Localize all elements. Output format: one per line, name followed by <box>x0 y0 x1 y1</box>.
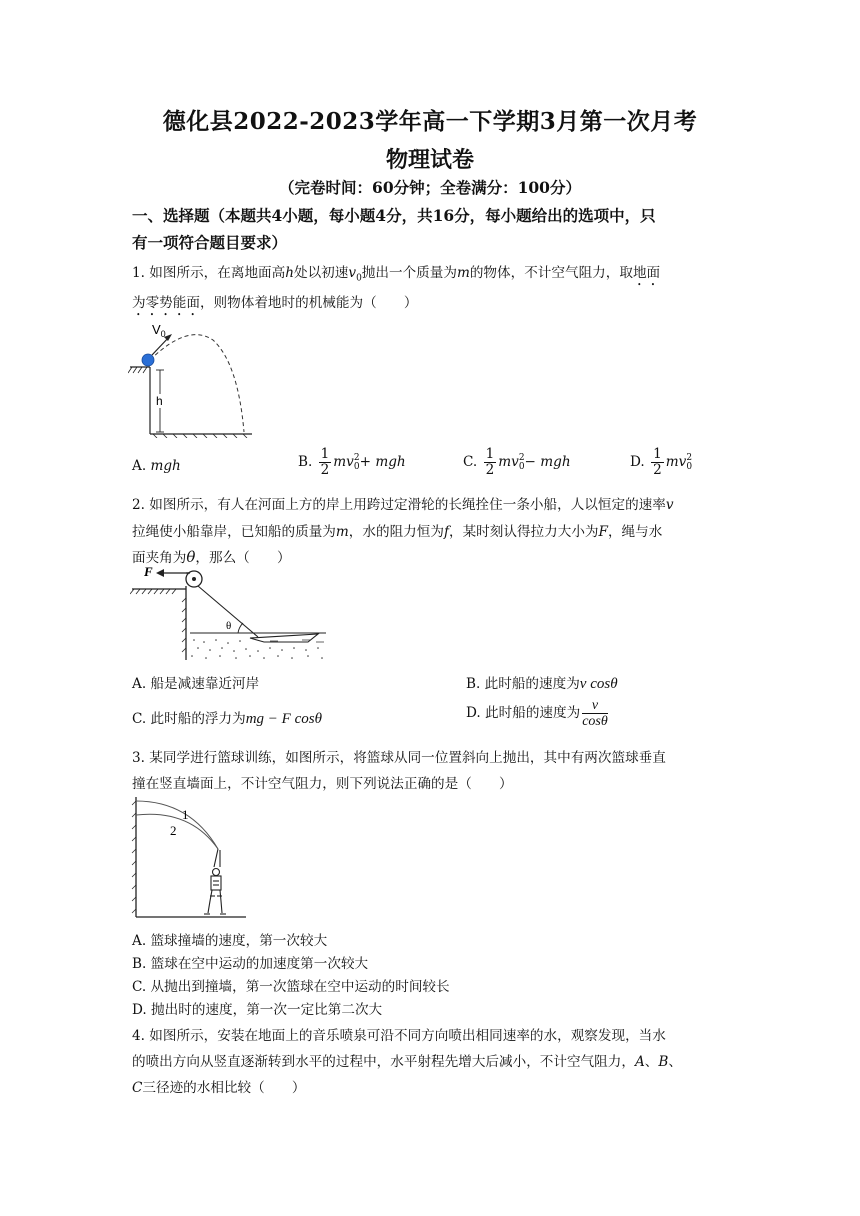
q3-option-a[interactable]: A. 篮球撞墙的速度，第一次较大 <box>132 933 328 949</box>
q4-line2: 的喷出方向从竖直逐渐转到水平的过程中，水平射程先增大后减小，不计空气阻力，A、B、 <box>132 1054 682 1070</box>
q2-theta-arc <box>238 623 243 633</box>
q1-fig-h: h <box>156 394 163 408</box>
q2-option-c[interactable]: C. 此时船的浮力为mg − F cosθ <box>132 711 322 727</box>
q1-hatch <box>128 367 147 373</box>
q1-fig-v0: $V_0$ <box>152 322 166 339</box>
section-heading-line2: 有一项符合题目要求） <box>132 233 288 252</box>
q1-option-b[interactable]: B. $\frac{1}{2}$ mv 2 0 + mgh <box>298 446 406 478</box>
q3-fig-label-1: 1 <box>182 807 189 822</box>
q2-figure <box>130 562 330 662</box>
exam-meta: （完卷时间：60分钟；全卷满分：100分） <box>279 178 581 197</box>
exam-subtitle: 物理试卷 <box>385 147 474 173</box>
q3-figure <box>130 795 250 920</box>
q1-trajectory <box>150 335 244 432</box>
q3-line2: 撞在竖直墙面上，不计空气阻力，则下列说法正确的是（ ） <box>132 776 513 792</box>
q3-option-d[interactable]: D. 抛出时的速度，第一次一定比第二次大 <box>132 1002 383 1018</box>
q4-line3: C三径迹的水相比较（ ） <box>132 1080 306 1096</box>
q1-ground-hatch <box>153 434 247 438</box>
q2-option-a[interactable]: A. 船是减速靠近河岸 <box>132 676 260 692</box>
q2-boat <box>250 634 318 642</box>
q3-trajectory-1 <box>136 801 218 849</box>
q1-option-a[interactable]: A. mgh <box>132 458 181 474</box>
section-heading-line1: 一、选择题（本题共4小题，每小题4分，共16分，每小题给出的选项中，只 <box>132 206 656 225</box>
q2-option-d[interactable]: D. 此时船的速度为 $\frac{v}{\cos\theta}$ <box>466 698 608 729</box>
q3-option-b[interactable]: B. 篮球在空中运动的加速度第一次较大 <box>132 956 369 972</box>
q1-figure <box>128 318 256 438</box>
q1-line1: 1. 如图所示，在离地面高h处以初速$v_0$抛出一个质量为m的物体，不计空气阻力，取地面 <box>132 265 661 284</box>
q2-line2: 拉绳使小船靠岸，已知船的质量为m，水的阻力恒为f，某时刻认得拉力大小为F，绳与水 <box>132 524 663 540</box>
q2-fig-F: F <box>144 564 153 579</box>
q1-option-d[interactable]: D. $\frac{1}{2}$ mv 2 0 <box>630 446 693 478</box>
q1-option-c[interactable]: C. $\frac{1}{2}$ mv 2 0 − mgh <box>463 446 571 478</box>
q2-fig-theta: θ <box>226 620 232 632</box>
q1-line2: 为零势能面，则物体着地时的机械能为（ ） <box>132 295 418 311</box>
q3-player <box>204 849 226 914</box>
exam-title: 德化县2022-2023学年高一下学期3月第一次月考 <box>162 108 698 135</box>
q2-line3: 面夹角为θ，那么（ ） <box>132 548 291 566</box>
q3-option-c[interactable]: C. 从抛出到撞墙，第一次篮球在空中运动的时间较长 <box>132 979 450 995</box>
q1-ball <box>142 354 154 366</box>
q2-bank-hatch <box>130 589 176 594</box>
q3-fig-label-2: 2 <box>170 823 177 838</box>
section-heading <box>132 202 732 256</box>
q2-option-b[interactable]: B. 此时船的速度为v cosθ <box>466 676 618 692</box>
q3-line1: 3. 某同学进行篮球训练，如图所示，将篮球从同一位置斜向上抛出，其中有两次篮球垂直 <box>132 750 666 766</box>
q2-line1: 2. 如图所示，有人在河面上方的岸上用跨过定滑轮的长绳拴住一条小船，人以恒定的速率v <box>132 497 674 513</box>
q4-line1: 4. 如图所示，安装在地面上的音乐喷泉可沿不同方向喷出相同速率的水，观察发现，当水 <box>132 1028 666 1044</box>
